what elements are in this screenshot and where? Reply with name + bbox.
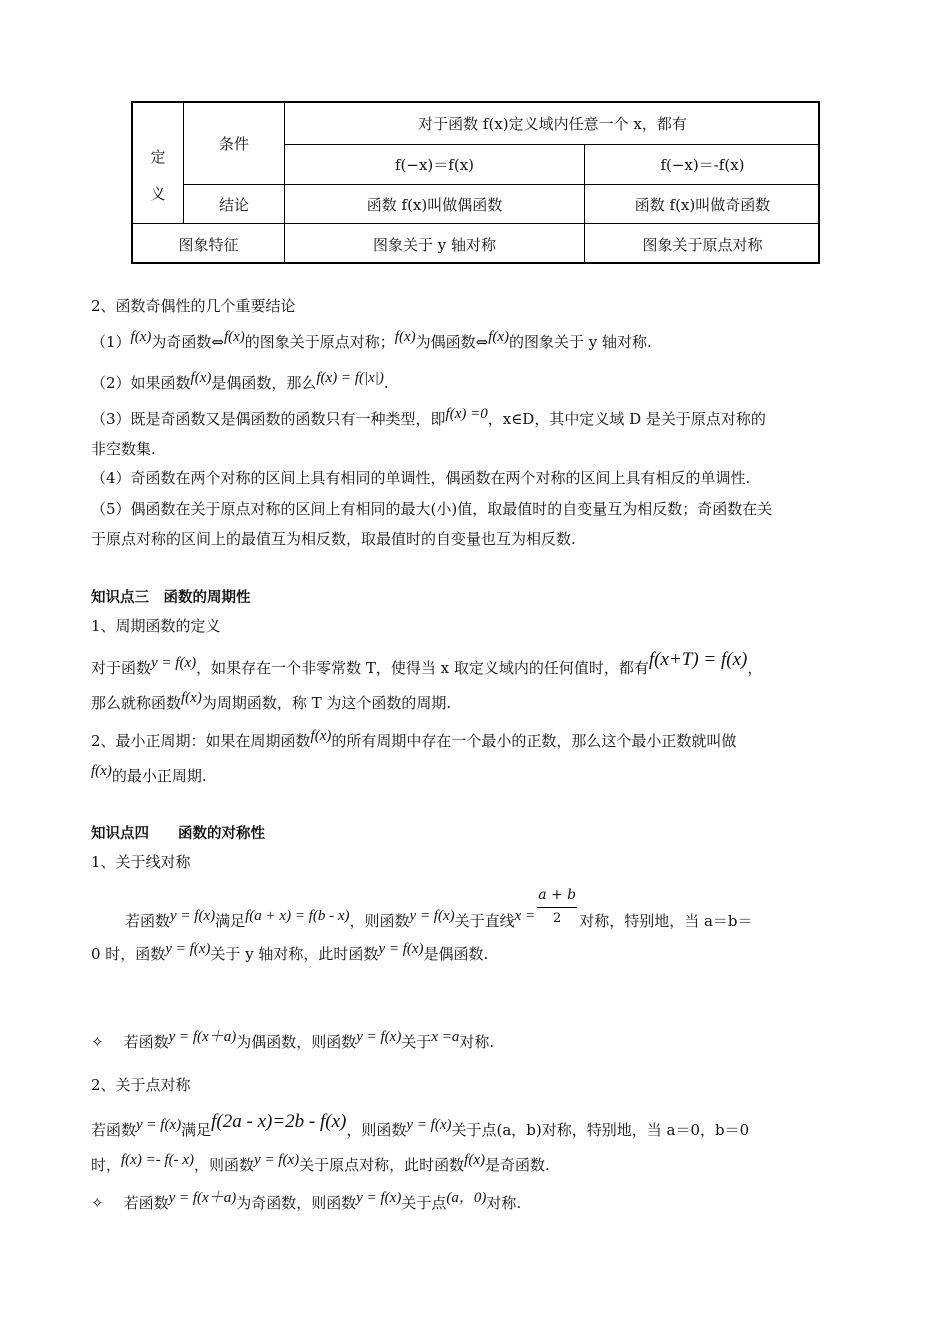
odd-graph: 图象关于原点对称 [642, 235, 763, 254]
kp4-sub2: 2、关于点对称 [91, 1076, 191, 1094]
conclusion-4: （4）奇函数在两个对称的区间上具有相同的单调性，偶函数在两个对称的区间上具有相反的单调性. [91, 469, 751, 487]
conclusion-label: 结论 [218, 195, 249, 214]
section-title: 2、函数奇偶性的几个重要结论 [91, 297, 296, 315]
definition-table [131, 101, 820, 264]
kp3-periodic-def-cont: 那么就称函数f(x)为周期函数，称 T 为这个函数的周期. [91, 690, 452, 712]
kp4-bullet-1: ✧ 若函数y = f(x＋a)为偶函数，则函数y = f(x)关于x =a对称. [91, 1029, 495, 1051]
kp3-periodic-def: 对于函数y = f(x)，如果存在一个非零常数 T，使得当 x 取定义域内的任何值时，都有f(x+T) = f(x)， [91, 649, 763, 677]
odd-condition: f(−x)＝-f(x) [660, 156, 745, 174]
kp4-sub1: 1、关于线对称 [91, 853, 191, 871]
graph-feature-label: 图象特征 [178, 235, 239, 254]
kp3-heading: 知识点三 函数的周期性 [91, 590, 251, 606]
conclusion-3-cont: 非空数集. [91, 440, 156, 458]
kp4-bullet-2: ✧ 若函数y = f(x＋a)为奇函数，则函数y = f(x)关于点(a，0)对称. [91, 1190, 522, 1212]
conclusion-5-cont: 于原点对称的区间上的最值互为相反数，取最值时的自变量也互为相反数. [91, 530, 576, 548]
conclusion-5: （5）偶函数在关于原点对称的区间上有相同的最大(小)值，取最值时的自变量互为相反数；奇函数在关 [91, 500, 773, 518]
even-conclusion: 函数 f(x)叫做偶函数 [366, 195, 503, 214]
condition-label: 条件 [218, 135, 249, 153]
kp4-line-symmetry: 若函数y = f(x)满足f(a + x) = f(b - x)，则函数y = f(x)关于直线x = $\frac{a + b}{2}$ 对称，特别地，当 a＝b＝ [125, 887, 753, 930]
conclusion-1: （1）f(x)为奇函数⇔f(x)的图象关于原点对称；f(x)为偶函数⇔f(x)的图象关于 y 轴对称. [91, 329, 652, 351]
kp4-heading: 知识点四 函数的对称性 [91, 826, 265, 842]
def-label-2: 义 [150, 184, 166, 203]
kp3-min-period: 2、最小正周期：如果在周期函数f(x)的所有周期中存在一个最小的正数，那么这个最小正数就叫做 [91, 728, 737, 750]
even-condition: f(−x)＝f(x) [395, 156, 474, 174]
conclusion-2: （2）如果函数f(x)是偶函数，那么f(x) = f(|x|). [91, 370, 389, 392]
kp4-point-symmetry-cont: 时，f(x) =- f(- x)，则函数y = f(x)关于原点对称，此时函数f(x)是奇函数. [91, 1152, 550, 1174]
kp3-min-period-cont: f(x)的最小正周期. [91, 763, 207, 785]
kp4-line-symmetry-cont: 0 时，函数y = f(x)关于 y 轴对称，此时函数y = f(x)是偶函数. [91, 941, 489, 963]
odd-conclusion: 函数 f(x)叫做奇函数 [634, 195, 771, 214]
bullet-icon: ✧ [91, 1194, 104, 1212]
kp3-sub1: 1、周期函数的定义 [91, 617, 221, 635]
even-graph: 图象关于 y 轴对称 [372, 235, 496, 254]
bullet-icon: ✧ [91, 1033, 104, 1051]
conclusion-3: （3）既是奇函数又是偶函数的函数只有一种类型，即f(x) =0，x∈D，其中定义域 D 是关于原点对称的 [91, 406, 766, 428]
def-label-1: 定 [150, 147, 166, 166]
condition-header: 对于函数 f(x)定义域内任意一个 x，都有 [418, 115, 687, 133]
fraction-a-plus-b-over-2: $\frac{a + b}{2}$ [538, 887, 577, 926]
kp4-point-symmetry: 若函数y = f(x)满足f(2a - x)=2b - f(x)，则函数y = f(x)关于点(a，b)对称，特别地，当 a＝0，b＝0 [91, 1111, 750, 1139]
